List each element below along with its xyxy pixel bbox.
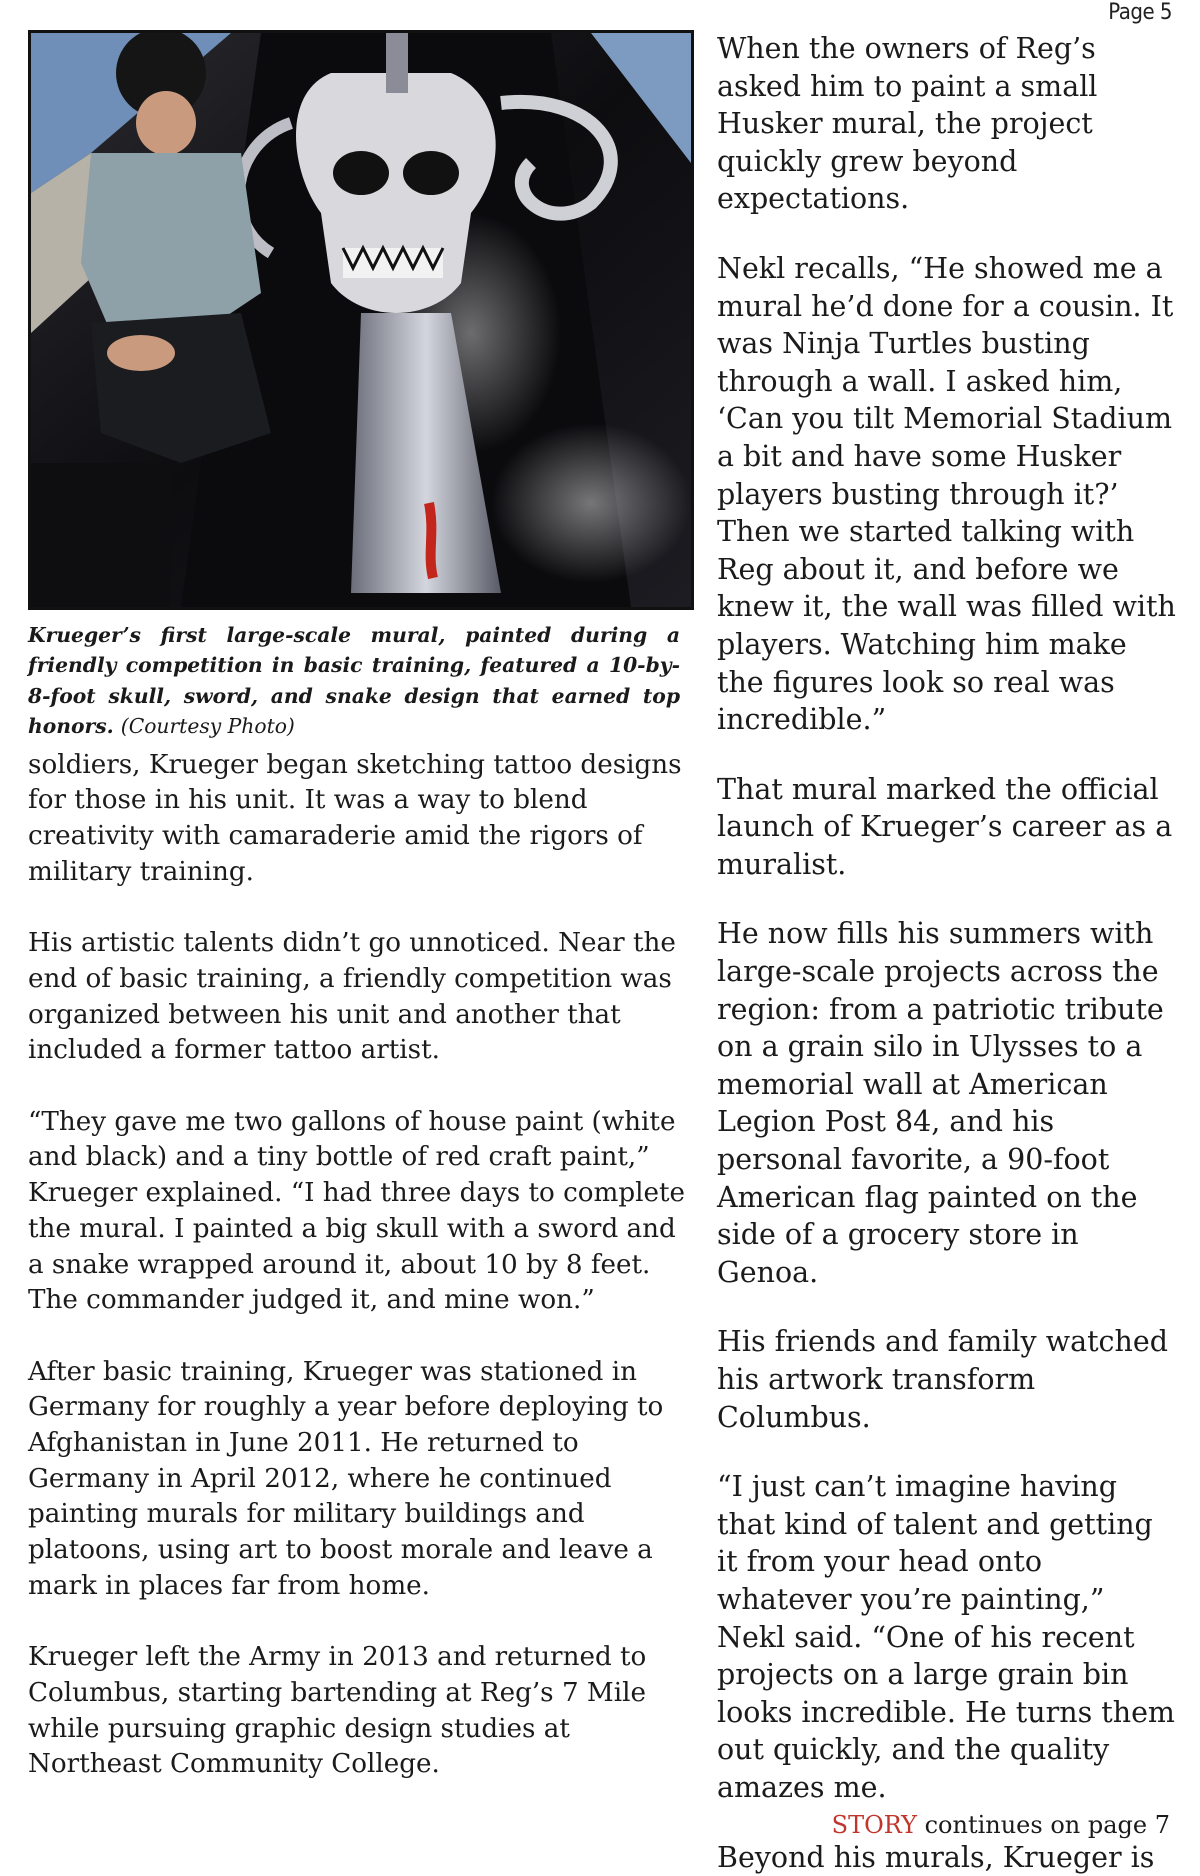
right-paragraph-6: “I just can’t imagine having that kind of talent and getting it from your head onto whatever you’re painting,” Nekl said. “One of his recent projects on a large grain bin looks incredible. He turns them out quickly, and the quality amazes me.: [717, 1470, 1175, 1804]
left-paragraph-2: His artistic talents didn’t go unnoticed. Near the end of basic training, a friendly competition was organized between his unit and another that included a former tattoo artist.: [28, 928, 676, 1066]
page-number: Page 5: [1108, 0, 1172, 25]
right-paragraph-2: Nekl recalls, “He showed me a mural he’d done for a cousin. It was Ninja Turtles busting through a wall. I asked him, ‘Can you tilt Memorial Stadium a bit and have some Husker players busting through it?’ Then we started talking with Reg about it, and before we knew it, the wall was filled with players. Watching him make the figures look so real was incredible.”: [717, 251, 1176, 737]
mural-photo: [28, 30, 694, 610]
right-column: [717, 30, 1177, 1876]
story-label: STORY: [831, 1811, 917, 1839]
left-paragraph-1: soldiers, Krueger began sketching tattoo designs for those in his unit. It was a way to blend creativity with camaraderie amid the rigors of military training.: [28, 749, 682, 887]
left-column: [28, 30, 692, 1783]
right-article-text: [717, 30, 1177, 1876]
left-article-text: [28, 748, 692, 1783]
right-paragraph-5: His friends and family watched his artwork transform Columbus.: [717, 1325, 1168, 1434]
right-paragraph-3: That mural marked the official launch of Krueger’s career as a muralist.: [717, 772, 1173, 881]
caption-text: Krueger’s first large-scale mural, painted during a friendly competition in basic training, featured a 10-by-8-foot skull, sword, and snake design that earned top honors.: [28, 623, 680, 739]
right-paragraph-7: Beyond his murals, Krueger is: [717, 1840, 1155, 1874]
right-paragraph-1: When the owners of Reg’s asked him to paint a small Husker mural, the project quickly grew beyond expectations.: [717, 32, 1098, 216]
left-paragraph-5: Krueger left the Army in 2013 and returned to Columbus, starting bartending at Reg’s 7 Mile while pursuing graphic design studies at Northeast Community College.: [28, 1642, 647, 1780]
jump-line[interactable]: [832, 1811, 1170, 1839]
photo-caption: [28, 620, 680, 742]
photo-credit: (Courtesy Photo): [120, 714, 295, 739]
left-paragraph-4: After basic training, Krueger was stationed in Germany for roughly a year before deploying to Afghanistan in June 2011. He returned to Germany in April 2012, where he continued painting murals for military buildings and platoons, using art to boost morale and leave a mark in places far from home.: [28, 1356, 664, 1601]
left-paragraph-3: “They gave me two gallons of house paint (white and black) and a tiny bottle of red craft paint,” Krueger explained. “I had three days to complete the mural. I painted a big skull with a sword and a snake wrapped around it, about 10 by 8 feet. The commander judged it, and mine won.”: [28, 1106, 686, 1316]
continues-text: continues on page 7: [916, 1811, 1170, 1839]
right-paragraph-4: He now fills his summers with large-scale projects across the region: from a patriotic tribute on a grain silo in Ulysses to a memorial wall at American Legion Post 84, and his personal favorite, a 90-foot American flag painted on the side of a grocery store in Genoa.: [717, 917, 1164, 1289]
mural-photo-image: [31, 33, 691, 607]
